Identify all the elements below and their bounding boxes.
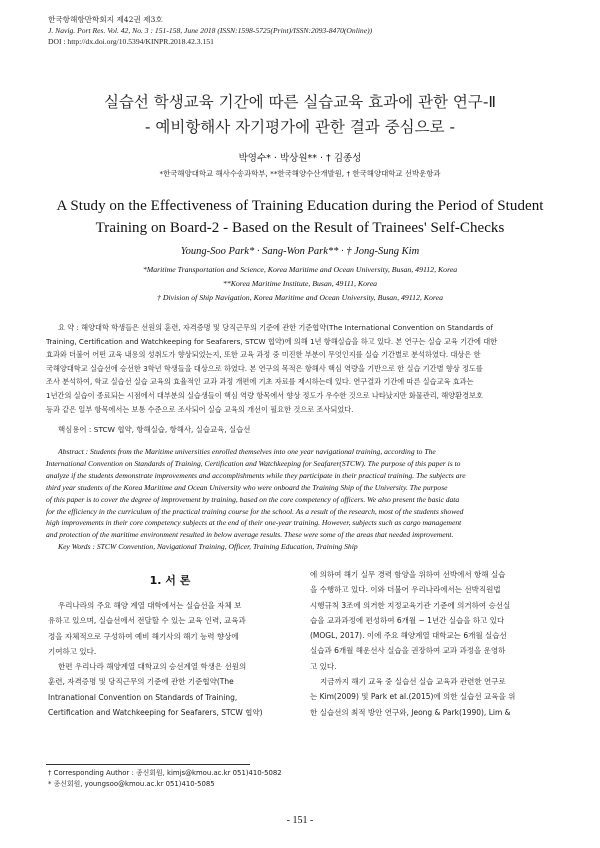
abstract-ko-line: 국해양대학교 실습선에 승선한 3학년 학생들을 대상으로 하였다. 본 연구의 목적은 항해사 핵심 역량을 기반으로 한 실습 기간별 향상 정도를 bbox=[46, 363, 483, 373]
abstract-en-line: analyze if the students demonstrate improvements and accomplishments while they participate in their practical training. The subjects are bbox=[46, 470, 466, 480]
body-line: 훈련, 자격증명 및 당직근무의 기준에 관한 기준협약(The bbox=[48, 677, 234, 687]
footnote-corresponding: † Corresponding Author : 종신회원, kimjs@kmou.ac.kr 051)410-5082 bbox=[48, 769, 282, 777]
korean-title-line1: 실습선 학생교육 기간에 따른 실습교육 효과에 관한 연구-Ⅱ bbox=[103, 93, 497, 111]
journal-citation: J. Navig. Port Res. Vol. 42, No. 3 : 151-158, June 2018 (ISSN:1598-5725(Print)/ISSN:2093-8470(Online)) bbox=[48, 26, 373, 35]
body-line: 을 수행하고 있다. 이와 더불어 우리나라에서는 선박직원법 bbox=[310, 585, 501, 595]
body-line: 지금까지 해기 교육 중 실습선 실습 교육과 관련한 연구로 bbox=[320, 677, 506, 687]
abstract-ko-line: 요 약 : 해양대학 학생들은 선원의 훈련, 자격증명 및 당직근무의 기준에 관한 기준협약(The International Convention on Standards of bbox=[58, 323, 493, 332]
body-line: Certification and Watchkeeping for Seafarers, STCW 협약) bbox=[48, 708, 263, 718]
korean-abstract bbox=[46, 321, 554, 416]
english-title-line2: Training on Board-2 - Based on the Result of Trainees' Self-Checks bbox=[95, 220, 505, 236]
footnote-divider bbox=[46, 764, 250, 765]
body-line: 고 있다. bbox=[310, 661, 337, 671]
abstract-en-line: high improvements in their core competency subjects at the end of their one-year training. However, subjects such as cargo management bbox=[46, 518, 462, 528]
doi-link[interactable]: DOI : http://dx.doi.org/10.5394/KINPR.2018.42.3.151 bbox=[48, 37, 214, 46]
body-line: 기여하고 있다. bbox=[48, 646, 97, 656]
section-heading: 1. 서 론 bbox=[149, 574, 191, 587]
korean-authors: 박영수* · 박상원** · † 김종성 bbox=[238, 153, 362, 164]
page-number: - 151 - bbox=[286, 815, 314, 826]
body-line: 정을 자체적으로 구성하여 예비 해기사의 해기 능력 향상에 bbox=[48, 631, 239, 641]
abstract-en-line: of this paper is to cover the degree of improvement by training, based on the core competency of officers. We also present the basic data bbox=[46, 494, 460, 504]
korean-keywords: 핵심용어 : STCW 협약, 항해실습, 항해사, 실습교육, 실습선 bbox=[58, 425, 251, 434]
body-line: (MOGL, 2017). 이에 주요 해양계열 대학교는 6개월 실습선 bbox=[310, 631, 507, 641]
english-authors: Young-Soo Park* · Sang-Won Park** · † Jong-Sung Kim bbox=[180, 246, 420, 257]
english-title-line1: A Study on the Effectiveness of Training Education during the Period of Student bbox=[56, 198, 544, 214]
abstract-ko-line: Training, Certification and Watchkeeping for Seafarers, STCW 협약)에 의해 1년 항해실습을 하고 있다. 본 연구는 실습 교육 기간에 대한 bbox=[46, 336, 498, 346]
english-affiliation-2: **Korea Maritime Institute, Busan, 49111, Korea bbox=[222, 279, 378, 288]
body-line: Intranational Convention on Standards of Training, bbox=[48, 692, 238, 702]
korean-title-line2: - 예비항해사 자기평가에 관한 결과 중심으로 - bbox=[144, 118, 456, 136]
abstract-en-line: third year students of the Korea Maritime and Ocean University who were onboard the Training Ship of the University. The purpose bbox=[46, 482, 448, 492]
body-line: 한 실습선의 최적 방안 연구와, Jeong & Park(1990), Lim & bbox=[310, 707, 511, 717]
abstract-en-line: for the efficiency in the curriculum of the practical training course for the school. As a result of the research, most of the students showed bbox=[46, 506, 464, 516]
body-line: 는 Kim(2009) 및 Park et al.(2015)에 의한 실습선 교육을 위 bbox=[310, 692, 516, 702]
journal-name: 한국항해항만학회지 제42권 제3호 bbox=[48, 15, 163, 24]
abstract-en-line: Abstract : Students from the Maritime universities enrolled themselves into one year navigational training, according to The bbox=[58, 447, 436, 456]
abstract-ko-line: 1년간의 실습이 종료되는 시점에서 대부분의 실습생들이 핵심 역량 항목에서 향상 정도가 우수한 것으로 나타났지만 화물관리, 해양환경보호 bbox=[46, 390, 483, 400]
body-line: 습을 교과과정에 편성하여 6개월 ~ 1년간 실습을 하고 있다 bbox=[310, 615, 505, 625]
body-line: 시행규칙 3조에 의거한 지정교육기관 기준에 의거하여 승선실 bbox=[310, 600, 511, 610]
body-line: 유하고 있으며, 실습선에서 전달할 수 있는 교육 인력, 교육과 bbox=[48, 616, 246, 626]
abstract-en-line: and protection of the maritime environment resulted in below average results. These were some of the areas that needed improvement. bbox=[46, 530, 454, 540]
english-affiliation-1: *Maritime Transportation and Science, Korea Maritime and Ocean University, Busan, 49112, Korea bbox=[142, 265, 458, 274]
abstract-ko-line: 등과 같은 일부 항목에서는 보통 수준으로 조사되어 실습 교육의 개선이 필요한 것으로 조사되었다. bbox=[46, 404, 354, 414]
korean-affiliations: *한국해양대학교 해사수송과학부, **한국해양수산개발원, † 한국해양대학교 선박운항과 bbox=[159, 169, 441, 178]
footnote-coauthor: * 종신회원, youngsoo@kmou.ac.kr 051)410-5085 bbox=[48, 780, 215, 788]
abstract-ko-line: 효과와 더불어 어떤 교육 내용의 성취도가 향상되었는지, 또한 교육 과정 중 미진한 부분이 무엇인지를 실습 기간별로 분석하였다. 대상은 한 bbox=[46, 350, 481, 360]
body-line: 에 의하여 해기 실무 경력 함양을 위하여 선박에서 항해 실습 bbox=[310, 570, 506, 579]
abstract-ko-line: 조사 분석하여, 학교 실습선 실습 교육의 효율적인 교과 과정 개편에 기초 자료를 제시하는데 있다. 연구결과 기간에 따른 실습교육 효과는 bbox=[46, 377, 474, 387]
body-left-column bbox=[48, 598, 296, 720]
body-line: 한편 우리나라 해양계열 대학교의 승선계열 학생은 선원의 bbox=[58, 662, 247, 672]
body-line: 실습과 6개월 해운선사 실습을 권장하여 교과 과정을 운영하 bbox=[310, 646, 506, 656]
body-right-column bbox=[310, 567, 560, 720]
english-abstract bbox=[46, 446, 556, 541]
body-line: 우리나라의 주요 해양 계열 대학에서는 실습선을 자체 보 bbox=[58, 601, 242, 610]
english-affiliation-3: † Division of Ship Navigation, Korea Maritime and Ocean University, Busan, 49112, Korea bbox=[156, 293, 443, 302]
english-keywords: Key Words : STCW Convention, Navigational Training, Officer, Training Education, Training Ship bbox=[58, 542, 358, 551]
abstract-en-line: International Convention on Standards of Training, Certification and Watchkeeping for Seafarer(STCW). The purpose of this paper is to bbox=[46, 458, 461, 468]
